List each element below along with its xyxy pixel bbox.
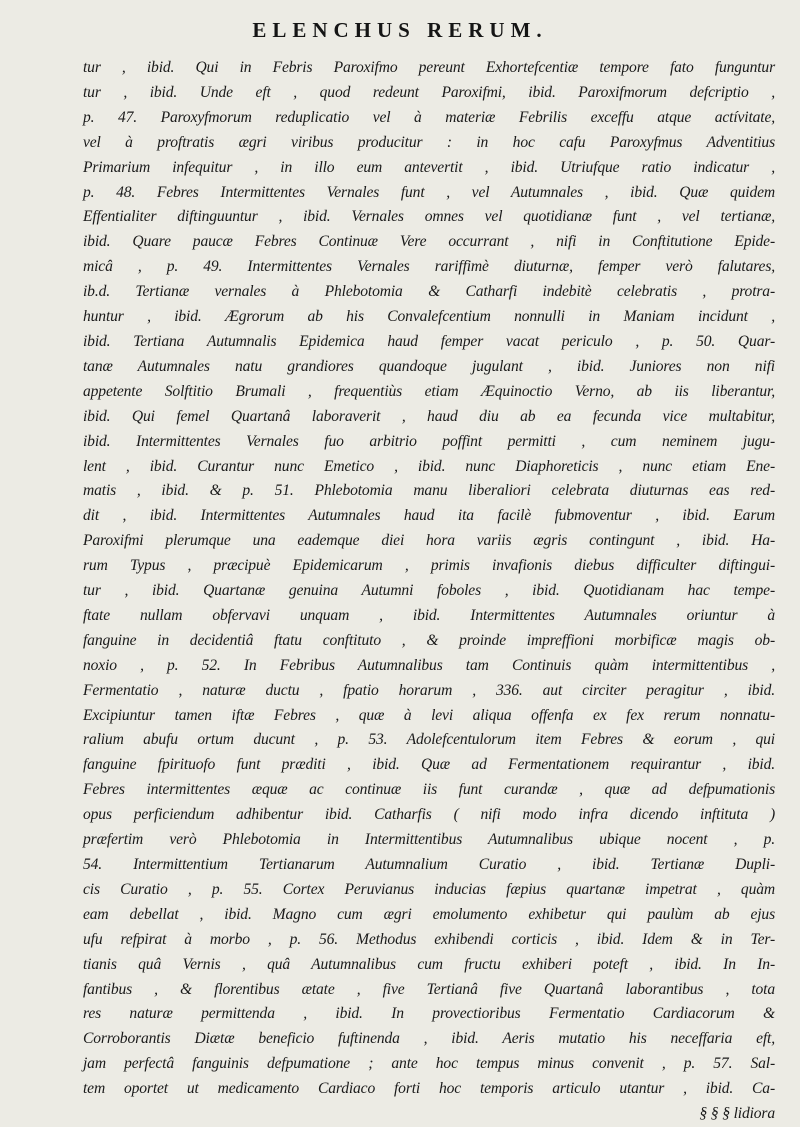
text-line: ibid. Intermittentes Vernales fuo arbitrio poffint permitti , cum neminem jugu- [83, 432, 775, 450]
text-line: jam perfectâ fanguinis defpumatione ; ante hoc tempus minus convenit , p. 57. Sal- [83, 1055, 775, 1073]
text-line: fanguine in decidentiâ ftatu conftituto , & proinde impreffioni morbificæ magis ob- [83, 631, 775, 649]
text-line: huntur , ibid. Ægrorum ab his Convalefcentium nonnulli in Maniam incidunt , [83, 308, 775, 326]
text-line: ufu refpirat à morbo , p. 56. Methodus exhibendi corticis , ibid. Idem & in Ter- [83, 930, 775, 948]
text-line: tianis quâ Vernis , quâ Autumnalibus cum fructu exhiberi poteft , ibid. In In- [83, 955, 775, 973]
text-line: § § § lidiora [699, 1105, 775, 1123]
text-line: rum Typus , præcipuè Epidemicarum , primis invafionis diebus difficulter diftingui- [83, 557, 775, 575]
text-line: micâ , p. 49. Intermittentes Vernales rariffimè diuturnæ, femper verò falutares, [83, 258, 775, 276]
text-line: Febres intermittentes æquæ ac continuæ iis funt curandæ , quæ ad defpumationis [83, 781, 775, 799]
text-line: tur , ibid. Qui in Febris Paroxifmo pereunt Exhortefcentiæ tempore fato funguntur [83, 59, 775, 76]
text-line: 54. Intermittentium Tertianarum Autumnalium Curatio , ibid. Tertianæ Dupli- [83, 856, 775, 873]
text-line: ibid. Tertiana Autumnalis Epidemica haud femper vacat periculo , p. 50. Quar- [83, 332, 775, 350]
text-line: Excipiuntur tamen iftæ Febres , quæ à levi aliqua offenfa ex fex rerum nonnatu- [83, 706, 775, 724]
text-line: Primarium infequitur , in illo eum antevertit , ibid. Utriufque ratio indicatur , [83, 158, 775, 176]
text-line: matis , ibid. & p. 51. Phlebotomia manu liberaliori celebrata diuturnas eas red- [83, 482, 775, 500]
text-line: noxio , p. 52. In Febribus Autumnalibus tam Continuis quàm intermittentibus , [83, 656, 775, 674]
text-line: dit , ibid. Intermittentes Autumnales haud ita facilè fubmoventur , ibid. Earum [83, 507, 775, 525]
text-line: opus perficiendum adhibentur ibid. Catharfis ( nifi modo infra dicendo inftituta ) [83, 806, 775, 824]
text-line: Corroborantis Diætæ beneficio fuftinenda , ibid. Aeris mutatio his neceffaria eft, [83, 1030, 775, 1048]
text-line: eam debellat , ibid. Magno cum ægri emolumento exhibetur qui paulùm ab ejus [83, 905, 775, 923]
text-line: vel à proftratis ægri viribus producitur : in hoc cafu Paroxyfmus Adventitius [83, 133, 775, 151]
text-line: ibid. Quare paucæ Febres Continuæ Vere occurrant , nifi in Conftitutione Epide- [83, 233, 775, 251]
text-line: p. 47. Paroxyfmorum reduplicatio vel à materiæ Febrilis exceffu atque actívitate, [83, 108, 775, 126]
text-line: tur , ibid. Quartanæ genuina Autumni foboles , ibid. Quotidianam hac tempe- [83, 582, 775, 600]
text-line: tanæ Autumnales natu grandiores quandoque jugulant , ibid. Juniores non nifi [83, 357, 775, 375]
running-head: ELENCHUS RERUM. [252, 18, 548, 42]
text-line: tem oportet ut medicamento Cardiaco forti hoc temporis articulo utantur , ibid. Ca- [83, 1080, 775, 1098]
text-line: præfertim verò Phlebotomia in Intermittentibus Autumnalibus ubique nocent , p. [83, 831, 775, 849]
text-line: Fermentatio , naturæ ductu , fpatio horarum , 336. aut circiter peragitur , ibid. [83, 681, 775, 699]
text-line: fanguine fpirituofo funt præditi , ibid. Quæ ad Fermentationem requirantur , ibid. [83, 756, 775, 774]
text-line: p. 48. Febres Intermittentes Vernales funt , vel Autumnales , ibid. Quæ quidem [83, 183, 775, 201]
text-line: Paroxifmi plerumque una eademque diei hora variis ægris contingunt , ibid. Ha- [83, 532, 775, 550]
text-line: ftate nullam obfervavi unquam , ibid. Intermittentes Autumnales oriuntur à [83, 606, 775, 624]
text-line: ralium abufu ortum ducunt , p. 53. Adolefcentulorum item Febres & eorum , qui [83, 731, 775, 749]
text-line: ib.d. Tertianæ vernales à Phlebotomia & Catharfi indebitè celebratis , protra- [83, 283, 775, 301]
text-line: ibid. Qui femel Quartanâ laboraverit , haud diu ab ea fecunda vice multabitur, [83, 407, 775, 425]
text-line: appetente Solftitio Brumali , frequentiùs etiam Æquinoctio Verno, ab iis liberantur, [83, 382, 775, 400]
index-body-text [83, 56, 775, 1127]
text-line: cis Curatio , p. 55. Cortex Peruvianus inducias fæpius quartanæ impetrat , quàm [83, 880, 775, 898]
text-line: res naturæ permittenda , ibid. In provectioribus Fermentatio Cardiacorum & [83, 1005, 775, 1023]
text-line: lent , ibid. Curantur nunc Emetico , ibid. nunc Diaphoreticis , nunc etiam Ene- [83, 457, 775, 475]
text-line: tur , ibid. Unde eft , quod redeunt Paroxifmi, ibid. Paroxifmorum defcriptio , [83, 83, 775, 101]
text-line: Effentialiter diftinguuntur , ibid. Vernales omnes vel quotidianæ funt , vel tertianæ, [83, 208, 775, 226]
text-line: fantibus , & florentibus ætate , five Tertianâ five Quartanâ laborantibus , tota [83, 980, 775, 998]
